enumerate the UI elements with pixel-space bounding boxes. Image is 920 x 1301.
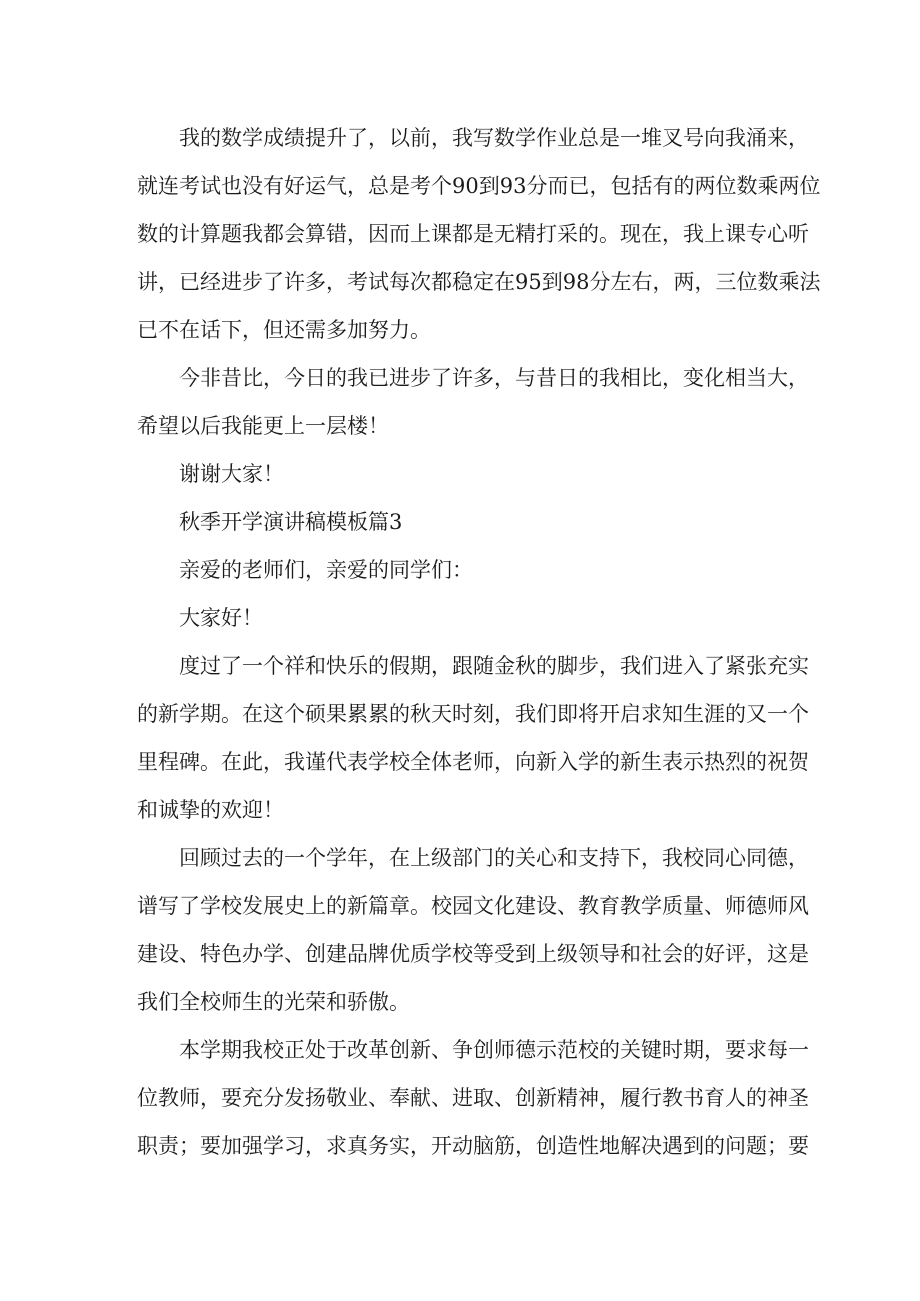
text-line: 讲，已经进步了许多，考试每次都稳定在95到98分左右，两，三位数乘法 — [137, 270, 821, 294]
paragraph-greeting — [137, 594, 785, 642]
text-line: 和诚挚的欢迎！ — [137, 798, 284, 822]
text-line: 谱写了学校发展史上的新篇章。校园文化建设、教育教学质量、师德师风 — [137, 894, 809, 918]
paragraph-thanks — [137, 450, 785, 498]
text-line: 已不在话下，但还需多加努力。 — [137, 318, 431, 342]
paragraph-welcome — [137, 642, 809, 834]
text-line: 职责；要加强学习，求真务实，开动脑筋，创造性地解决遇到的问题；要 — [137, 1134, 809, 1158]
text-line: 建设、特色办学、创建品牌优质学校等受到上级领导和社会的好评，这是 — [137, 942, 809, 966]
text-line: 的新学期。在这个硕果累累的秋天时刻，我们即将开启求知生涯的又一个 — [137, 702, 809, 726]
heading-text: 秋季开学演讲稿模板篇3 — [179, 510, 403, 534]
text-line: 位教师，要充分发扬敬业、奉献、进取、创新精神，履行教书育人的神圣 — [137, 1086, 809, 1110]
text-line: 本学期我校正处于改革创新、争创师德示范校的关键时期，要求每一 — [179, 1038, 809, 1062]
text-line: 希望以后我能更上一层楼！ — [137, 414, 389, 438]
paragraph-comparison — [137, 354, 809, 450]
paragraph-progress — [137, 114, 821, 354]
text-line: 我的数学成绩提升了，以前，我写数学作业总是一堆叉号向我涌来， — [179, 126, 809, 150]
text-line: 大家好！ — [179, 606, 263, 630]
text-line: 谢谢大家！ — [179, 462, 284, 486]
text-line: 回顾过去的一个学年，在上级部门的关心和支持下，我校同心同德， — [179, 846, 809, 870]
text-line: 度过了一个祥和快乐的假期，跟随金秋的脚步，我们进入了紧张充实 — [179, 654, 809, 678]
text-line: 我们全校师生的光荣和骄傲。 — [137, 990, 410, 1014]
document-body — [137, 114, 821, 1170]
section-heading — [137, 498, 785, 546]
paragraph-review — [137, 834, 809, 1026]
paragraph-salutation — [137, 546, 785, 594]
text-line: 就连考试也没有好运气，总是考个90到93分而已，包括有的两位数乘两位 — [137, 174, 821, 198]
text-line: 里程碑。在此，我谨代表学校全体老师，向新入学的新生表示热烈的祝贺 — [137, 750, 809, 774]
paragraph-semester — [137, 1026, 809, 1170]
text-line: 今非昔比，今日的我已进步了许多，与昔日的我相比，变化相当大， — [179, 366, 809, 390]
text-line: 数的计算题我都会算错，因而上课都是无精打采的。现在，我上课专心听 — [137, 222, 809, 246]
text-line: 亲爱的老师们，亲爱的同学们： — [179, 558, 473, 582]
